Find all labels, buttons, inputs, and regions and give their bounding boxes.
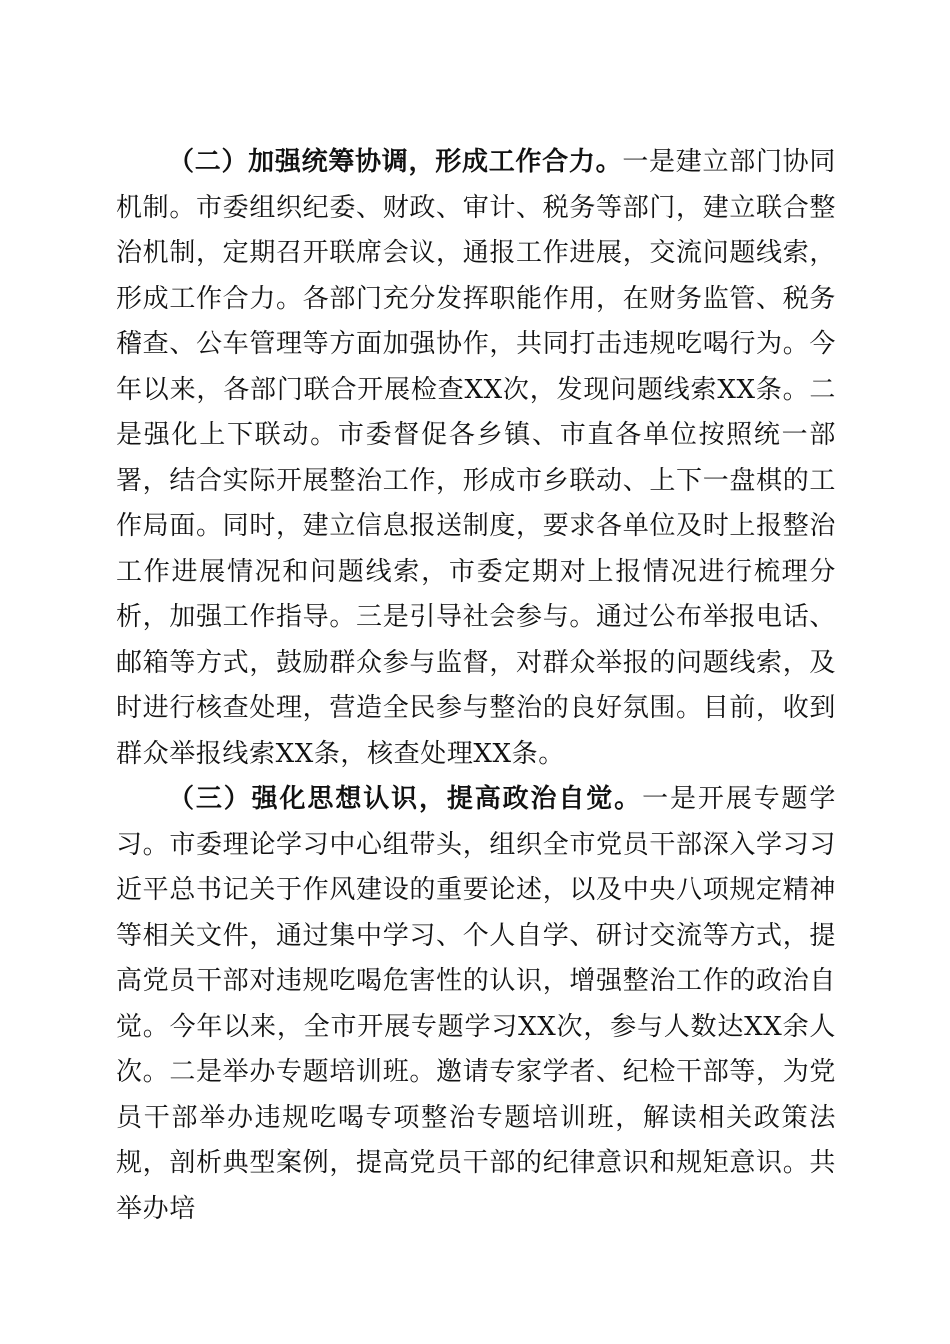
paragraph-awareness [116, 777, 836, 1232]
paragraph-coordination [116, 140, 836, 777]
document-body [116, 140, 836, 1232]
paragraph-text: 一是建立部门协同机制。市委组织纪委、财政、审计、税务等部门，建立联合整治机制，定期召开联席会议，通报工作进展，交流问题线索，形成工作合力。各部门充分发挥职能作用，在财务监管、税务稽查、公车管理等方面加强协作，共同打击违规吃喝行为。今年以来，各部门联合开展检查XX次，发现问题线索XX条。二是强化上下联动。市委督促各乡镇、市直各单位按照统一部署，结合实际开展整治工作，形成市乡联动、上下一盘棋的工作局面。同时，建立信息报送制度，要求各单位及时上报整治工作进展情况和问题线索，市委定期对上报情况进行梳理分析，加强工作指导。三是引导社会参与。通过公布举报电话、邮箱等方式，鼓励群众参与监督，对群众举报的问题线索，及时进行核查处理，营造全民参与整治的良好氛围。目前，收到群众举报线索XX条，核查处理XX条。 [116, 147, 836, 769]
paragraph-heading: （三）强化思想认识，提高政治自觉。 [168, 784, 643, 814]
paragraph-text: 一是开展专题学习。市委理论学习中心组带头，组织全市党员干部深入学习习近平总书记关于作风建设的重要论述，以及中央八项规定精神等相关文件，通过集中学习、个人自学、研讨交流等方式，提高党员干部对违规吃喝危害性的认识，增强整治工作的政治自觉。今年以来，全市开展专题学习XX次，参与人数达XX余人次。二是举办专题培训班。邀请专家学者、纪检干部等，为党员干部举办违规吃喝专项整治专题培训班，解读相关政策法规，剖析典型案例，提高党员干部的纪律意识和规矩意识。共举办培 [116, 784, 836, 1224]
paragraph-heading: （二）加强统筹协调，形成工作合力。 [168, 147, 623, 177]
